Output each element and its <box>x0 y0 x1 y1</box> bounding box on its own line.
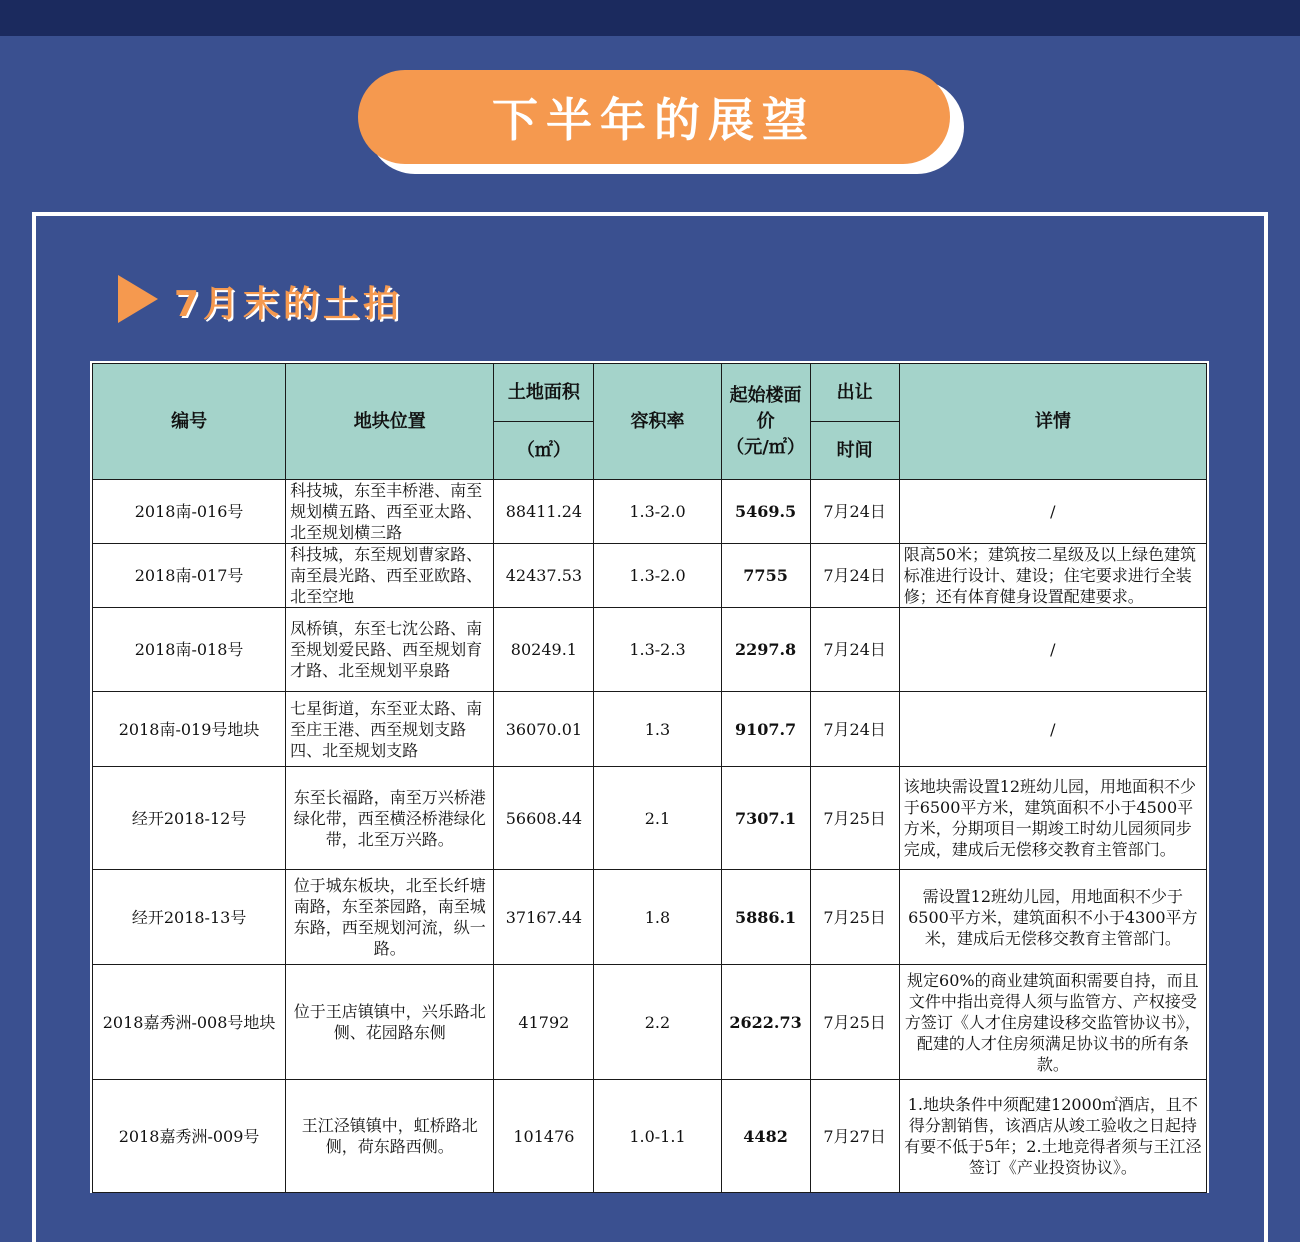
title-banner <box>358 70 950 164</box>
header-id: 编号 <box>93 364 286 480</box>
page-title: 下半年的展望 <box>492 93 816 147</box>
cell-id: 2018嘉秀洲-008号地块 <box>93 965 286 1080</box>
cell-far: 2.2 <box>594 965 721 1080</box>
cell-location: 凤桥镇，东至七沈公路、南至规划爱民路、西至规划育才路、北至规划平泉路 <box>286 608 494 692</box>
cell-location: 科技城，东至丰桥港、南至规划横五路、西至亚太路、北至规划横三路 <box>286 480 494 544</box>
cell-area: 80249.1 <box>494 608 594 692</box>
cell-date: 7月24日 <box>810 544 899 608</box>
cell-far: 1.3 <box>594 692 721 767</box>
cell-area: 88411.24 <box>494 480 594 544</box>
cell-price: 2622.73 <box>721 965 810 1080</box>
cell-details: 1.地块条件中须配建12000㎡酒店，且不得分割销售，该酒店从竣工验收之日起持有要不低于5年；2.土地竞得者须与王江泾签订《产业投资协议》。 <box>899 1080 1206 1193</box>
cell-date: 7月24日 <box>810 608 899 692</box>
cell-price: 5886.1 <box>721 870 810 965</box>
cell-price: 4482 <box>721 1080 810 1193</box>
cell-date: 7月25日 <box>810 965 899 1080</box>
cell-location: 七星街道，东至亚太路、南至庄王港、西至规划支路四、北至规划支路 <box>286 692 494 767</box>
table-row <box>93 608 1207 692</box>
cell-id: 2018南-017号 <box>93 544 286 608</box>
cell-date: 7月25日 <box>810 870 899 965</box>
header-details: 详情 <box>899 364 1206 480</box>
cell-location: 位于王店镇镇中，兴乐路北侧、花园路东侧 <box>286 965 494 1080</box>
cell-far: 1.3-2.0 <box>594 544 721 608</box>
header-transfer: 出让 <box>810 364 899 422</box>
header-far: 容积率 <box>594 364 721 480</box>
header-area-unit: （㎡） <box>494 422 594 480</box>
cell-area: 41792 <box>494 965 594 1080</box>
cell-id: 经开2018-13号 <box>93 870 286 965</box>
cell-date: 7月25日 <box>810 767 899 870</box>
cell-id: 经开2018-12号 <box>93 767 286 870</box>
cell-id: 2018南-016号 <box>93 480 286 544</box>
cell-far: 1.3-2.0 <box>594 480 721 544</box>
cell-location: 王江泾镇镇中，虹桥路北侧，荷东路西侧。 <box>286 1080 494 1193</box>
cell-price: 9107.7 <box>721 692 810 767</box>
cell-area: 56608.44 <box>494 767 594 870</box>
table-row <box>93 544 1207 608</box>
cell-date: 7月24日 <box>810 692 899 767</box>
cell-price: 7755 <box>721 544 810 608</box>
play-arrow-icon <box>118 275 158 323</box>
header-transfer-time: 时间 <box>810 422 899 480</box>
cell-details: 规定60%的商业建筑面积需要自持，而且文件中指出竞得人须与监管方、产权接受方签订《人才住房建设移交监管协议书》，配建的人才住房须满足协议书的所有条款。 <box>899 965 1206 1080</box>
header-price-unit: （元/㎡） <box>726 436 805 458</box>
header-price <box>721 364 810 480</box>
table-row <box>93 767 1207 870</box>
cell-location: 东至长福路，南至万兴桥港绿化带，西至横泾桥港绿化带，北至万兴路。 <box>286 767 494 870</box>
land-auction-table-wrap <box>90 361 1209 1193</box>
cell-area: 42437.53 <box>494 544 594 608</box>
land-auction-table <box>92 363 1207 1193</box>
section-title: 7月末的土拍 <box>174 284 404 325</box>
table-row <box>93 692 1207 767</box>
cell-price: 2297.8 <box>721 608 810 692</box>
header-location: 地块位置 <box>286 364 494 480</box>
cell-details: 该地块需设置12班幼儿园，用地面积不少于6500平方米，建筑面积不小于4500平方米，分期项目一期竣工时幼儿园须同步完成，建成后无偿移交教育主管部门。 <box>899 767 1206 870</box>
cell-area: 101476 <box>494 1080 594 1193</box>
cell-id: 2018嘉秀洲-009号 <box>93 1080 286 1193</box>
cell-date: 7月27日 <box>810 1080 899 1193</box>
cell-details: / <box>899 608 1206 692</box>
cell-details: 需设置12班幼儿园，用地面积不少于6500平方米，建筑面积不小于4300平方米，建成后无偿移交教育主管部门。 <box>899 870 1206 965</box>
cell-details: 限高50米；建筑按二星级及以上绿色建筑标准进行设计、建设；住宅要求进行全装修；还有体育健身设置配建要求。 <box>899 544 1206 608</box>
cell-far: 1.8 <box>594 870 721 965</box>
table-row <box>93 870 1207 965</box>
cell-id: 2018南-018号 <box>93 608 286 692</box>
cell-far: 1.0-1.1 <box>594 1080 721 1193</box>
table-row <box>93 480 1207 544</box>
cell-price: 5469.5 <box>721 480 810 544</box>
header-area: 土地面积 <box>494 364 594 422</box>
cell-far: 2.1 <box>594 767 721 870</box>
header-price-label: 起始楼面价 <box>729 384 802 432</box>
cell-location: 位于城东板块，北至长纤塘南路，东至茶园路，南至城东路，西至规划河流，纵一路。 <box>286 870 494 965</box>
cell-details: / <box>899 480 1206 544</box>
cell-far: 1.3-2.3 <box>594 608 721 692</box>
cell-price: 7307.1 <box>721 767 810 870</box>
table-row <box>93 965 1207 1080</box>
table-row <box>93 1080 1207 1193</box>
cell-area: 37167.44 <box>494 870 594 965</box>
cell-location: 科技城，东至规划曹家路、南至晨光路、西至亚欧路、北至空地 <box>286 544 494 608</box>
cell-id: 2018南-019号地块 <box>93 692 286 767</box>
cell-date: 7月24日 <box>810 480 899 544</box>
cell-area: 36070.01 <box>494 692 594 767</box>
top-bar <box>0 0 1300 36</box>
cell-details: / <box>899 692 1206 767</box>
